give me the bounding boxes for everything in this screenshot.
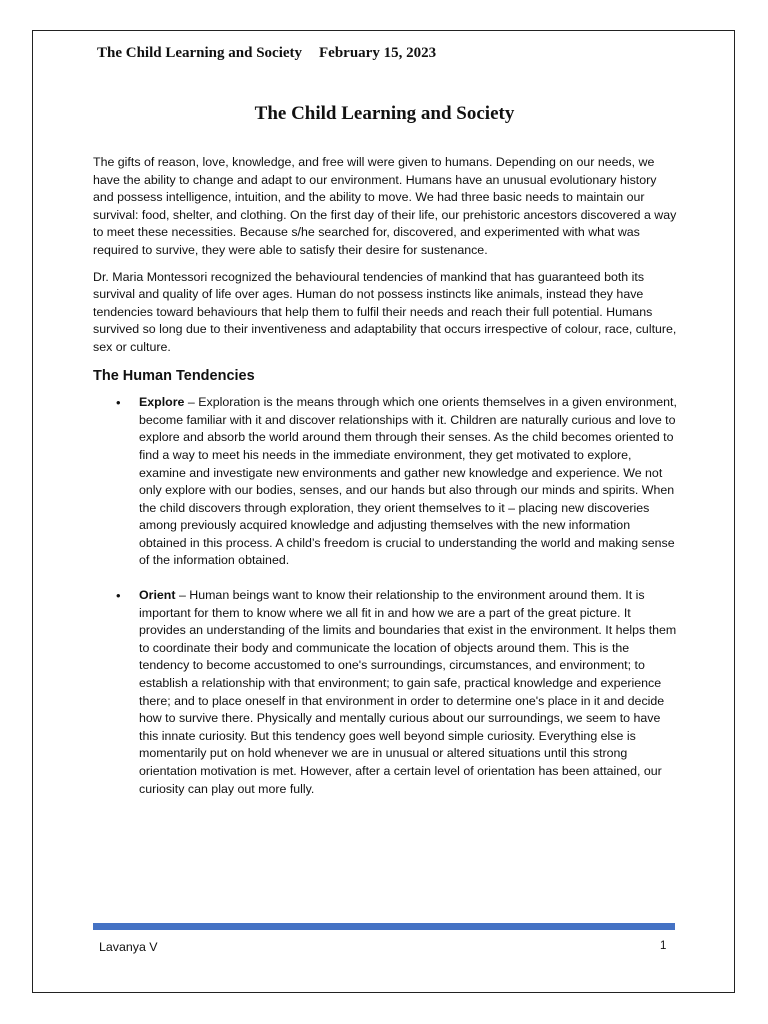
footer-author: Lavanya V <box>99 940 158 954</box>
bullet-icon: • <box>116 588 121 604</box>
tendency-description: – Exploration is the means through which one orients themselves in a given environment, become familiar with it and discover relationships with it. Children are naturally curious and love to explore and absorb the world around them through their senses. As the child becomes oriented to find a way to meet his needs in the immediate environment, they get motivated to explore, examine and investigate new environments and gather new knowledge and experience. We not only explore with our bodies, senses, and our hands but also through our minds and spirits. When the child discovers through exploration, they orient themselves to it – placing new discoveries among previously acquired knowledge and adjusting themselves with the new information obtained in this process. A child’s freedom is crucial to understanding the world and making sense of the information obtained. <box>139 395 677 568</box>
paragraph-montessori: Dr. Maria Montessori recognized the behavioural tendencies of mankind that has guaranteed both its survival and quality of life over ages. Human do not possess instincts like animals, instead they have tendencies toward behaviours that help them to fulfil their needs and reach their full potential. Humans survived so long due to their inventiveness and adaptability that occurs irrespective of colour, race, culture, sex or culture. <box>93 269 677 354</box>
section-heading: The Human Tendencies <box>93 367 255 384</box>
header-date: February 15, 2023 <box>319 45 437 61</box>
list-item <box>116 587 677 798</box>
footer-divider <box>93 923 675 930</box>
tendency-term: Explore <box>139 395 185 410</box>
paragraph-intro: The gifts of reason, love, knowledge, and free will were given to humans. Depending on our needs, we have the ability to change and adapt to our environment. Humans have an unusual evolutionary history and possess intelligence, intuition, and the ability to move. We had three basic needs to maintain our survival: food, shelter, and clothing. On the first day of their life, our prehistoric ancestors discovered a way to meet these necessities. Because s/he searched for, discovered, and experimented with what was required to survive, they were able to satisfy their desire for sustenance. <box>93 155 677 257</box>
document-page <box>32 30 735 993</box>
list-item <box>116 394 677 570</box>
document-title: The Child Learning and Society <box>254 103 515 124</box>
header-title: The Child Learning and Society <box>97 45 303 61</box>
tendencies-list <box>93 394 677 798</box>
tendency-description: – Human beings want to know their relationship to the environment around them. It is important for them to know where we all fit in and how we are a part of the great picture. It provides an understanding of the limits and boundaries that exist in the environment. It helps them to coordinate their body and communicate the location of objects around them. This is the tendency to become accustomed to one's surroundings, circumstances, and environment; to establish a relationship with that environment; to gain safe, practical knowledge and experience there; and to place oneself in that environment in order to determine one's place in it and decide how to survive there. Physically and mentally curious about our surroundings, we seem to have this innate curiosity. But this tendency goes well beyond simple curiosity. Everything else is momentarily put on hold whenever we are in unusual or altered situations until this strong orientation motivation is met. However, after a certain level of orientation has been attained, our curiosity can play out more fully. <box>139 588 677 796</box>
page-number: 1 <box>660 940 667 952</box>
tendency-term: Orient <box>139 588 176 603</box>
running-header <box>97 45 437 62</box>
bullet-icon: • <box>116 395 121 411</box>
document-body <box>93 154 677 815</box>
